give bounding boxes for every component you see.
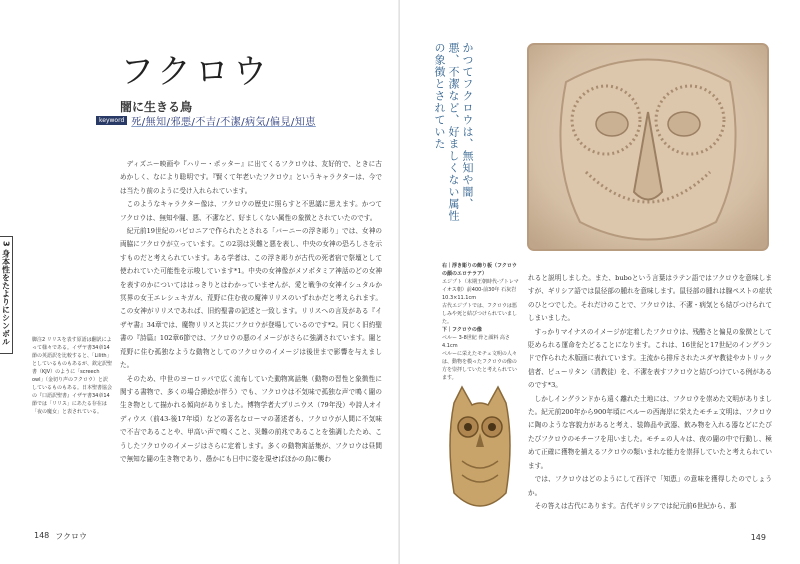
paragraph: 紀元前19世紀のバビロニアで作られたとされる「バーニーの浮き彫り」では、女神の両脇にフクロウが立っています。この2羽は災難と悪を表し、中央の女神の恐ろしさを示すものだと考えられています。ある学者は、この浮き彫りが古代の死者宿で祭壇として使われていた可能性を示唆しています*1。中央の女神像がメソポタミア神話のどの女神を表すのかについてははっきりとはわかっていませんが、愛と戦争の女神イシュタルか冥界の女王エレシュキガル、荒野に住む夜の魔神リリスのいずれかだと考えられます。この女神がリリスであれば、旧約聖書の記述と一致します。リリスへの言及がある『イザヤ書』34章では、魔物リリスと共にフクロウが登場しているのです*2。同じく旧約聖書の『詩篇』102章6節では、フクロウの悪のイメージがさらに強調されています。闇と荒野に住む孤独なような動物としてのフクロウのイメージは後世まで影響を与えました。 (120, 227, 382, 370)
paragraph: すっかりマイナスのイメージが定着したフクロウは、残酷さと偏見の象徴として貶められる運命をたどることになります。これは、16世紀と17世紀のイングランドで作られた木版画に表れています。主流から排斥されたユダヤ教徒やカトリック信者、ピューリタン（清教徒）を、不潔を表すフクロウと結びつけている例があるのです*3。 (528, 327, 772, 390)
owl-figurine-image (440, 383, 520, 523)
side-note: 脚注2 リリスを表す原語は翻訳によって様々である。イザヤ書34章14節の英語訳を比較すると、「Lilith」としているものもあるが、欽定訳聖書（KJV）のように「screech owl」（金切り声のフクロウ）と訳しているものもある。日本聖書協会の『口語訳聖書』イザヤ書34章14節では「リリス」にあたる存在は「夜の魔女」と表されている。 (32, 337, 113, 415)
body-text-right (528, 272, 772, 513)
page-title: フクロウ (120, 52, 271, 92)
page-subtitle: 闇に生きる鳥 (120, 100, 193, 114)
page-number-right: 149 (750, 533, 766, 542)
keyword-row (96, 113, 316, 128)
paragraph: そのため、中世のヨーロッパで広く流布していた動物寓話集（動物の習性と象徴性に関する書物で、多くの場合挿絵が伴う）でも、フクロウは不気味で孤独な声で鳴く闇の生き物として描かれる傾向がありました。博物学者大プリニウス（79年没）や詩人オイディウス（前43-後17年頃）などの著名なローマの著述者も、フクロウが人間に不気味で不吉であることや、甲高い声で鳴くこと、災難の前兆であることを強調したため、こうしたフクロウのイメージはさらに定着します。多くの動物寓話集が、フクロウは昼間で無知な闇の生き物であり、愚かにも日中に姿を現せばほかの鳥に襲わ (120, 374, 382, 463)
paragraph: このようなキャラクター像は、フクロウの歴史に照らすと不思議に思えます。かつてフクロウは、無知や闇、悪、不潔など、好ましくない属性の象徴とされていたのです。 (120, 200, 382, 222)
keyword-tag: keyword (96, 116, 127, 125)
body-text-left (120, 158, 382, 466)
paragraph: れると説明しました。また、buboという言葉はラテン語ではフクロウを意味しますが、ギリシア語では鼠径部の腫れを意味します。鼠径部の腫れは腺ペストの症状のひとつでした。それだけのことで、フクロウは、不潔・病気とも結びつけられてしまいました。 (528, 274, 772, 323)
caption-title: 右｜浮き彫りの飾り板（フクロウの顔のエロテラア） (442, 263, 517, 277)
owl-relief-image (526, 42, 770, 252)
caption-desc: ペルーに栄えたモチェ文明の人々は、動物を模ったフクロウの像の方を崇拝していたと考えられています。 (442, 351, 518, 381)
paragraph: ディズニー映画や『ハリー・ポッター』に出てくるフクロウは、友好的で、ときに古めかしく、なにより聡明です。『賢くて年老いたフクロウ』というキャラクターは、今では当たり前のように受け入れられています。 (120, 160, 382, 195)
caption-title: 下｜フクロウの像 (442, 327, 482, 333)
keyword-list[interactable]: 死/無知/邪悪/不吉/不潔/病気/偏見/知恵 (131, 117, 316, 128)
caption-desc: 古代エジプトでは、フクロウは悪しみや死と結びつけられていました。 (442, 303, 518, 325)
caption-meta: ペルー 3-8世紀 骨と顔料 高さ4.1cm (442, 335, 510, 349)
image-caption (442, 262, 520, 382)
caption-meta: エジプト（末期王朝時代-プトレマイオス朝）前400-前30年 石灰岩 10.3×11.1cm (442, 279, 519, 301)
chapter-side-tab[interactable]: 3 身本性をたよりにシンボル (0, 236, 13, 354)
paragraph: その答えは古代にあります。古代ギリシアでは紀元前6世紀から、那 (534, 501, 737, 510)
paragraph: では、フクロウはどのようにして西洋で「知恵」の意味を獲得したのでしょうか。 (528, 475, 772, 497)
footer-left (34, 531, 87, 542)
page-number-left: 148 (34, 531, 50, 540)
paragraph: しかしイングランドから遠く離れた土地には、フクロウを崇めた文明がありました。紀元前200年から900年頃にペルーの西海岸に栄えたモチェ文明は、フクロウに陶のような容貌力があると考え、装飾品や武器、飲み物を入れる器などにたびたびフクロウのモチーフを用いました。モチェの人々は、夜の闇の中で行動し、極めて正確に獲物を捕えるフクロウの類いまれな能力を崇拝していたと考えられています。 (528, 394, 772, 470)
running-title: フクロウ (55, 532, 88, 541)
pull-quote: かつてフクロウは、無知や闇、悪、不潔など、好ましくない属性の象徴とされていた (433, 42, 474, 222)
